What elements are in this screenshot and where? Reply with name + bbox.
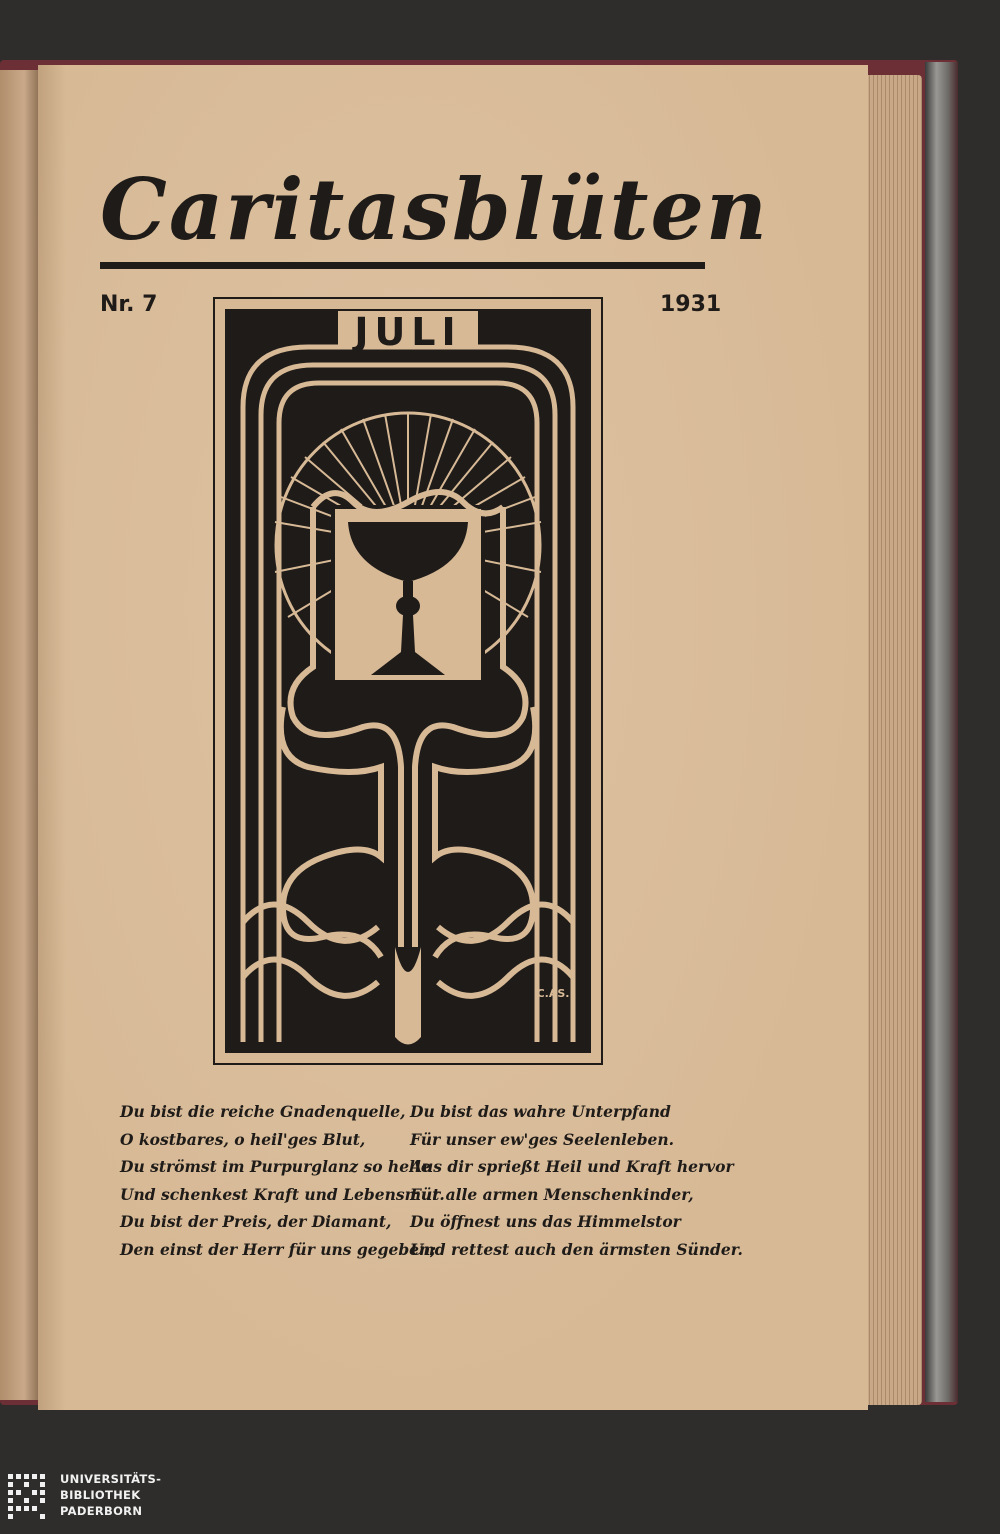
library-logo-icon — [6, 1468, 50, 1528]
poem-line: Du strömst im Purpurglanz so helle — [120, 1157, 431, 1176]
poem-line: Für unser ew'ges Seelenleben. — [410, 1129, 675, 1149]
chalice-illustration — [213, 297, 603, 1065]
poem-line: Aus dir sprießt Heil und Kraft hervor — [410, 1157, 734, 1176]
left-page-edge — [0, 70, 40, 1400]
masthead-rule — [100, 262, 705, 269]
library-logo-line1: UNIVERSITÄTS- — [60, 1472, 162, 1486]
poem-line: Und schenkest Kraft und Lebensmut. — [120, 1184, 445, 1204]
poem-line: Du bist die reiche Gnadenquelle, — [120, 1102, 406, 1121]
library-logo-line2: BIBLIOTHEK — [60, 1488, 141, 1502]
poem-left-column — [120, 1098, 445, 1263]
poem-line: O kostbares, o heil'ges Blut, — [120, 1129, 366, 1149]
page-stack-edges — [862, 75, 922, 1405]
library-logo — [6, 1468, 162, 1528]
book-spine-edge — [925, 62, 958, 1402]
poem-line: Du bist das wahre Unterpfand — [410, 1102, 671, 1121]
artwork-signature: C.AS. — [536, 987, 570, 1000]
issue-year: 1931 — [660, 292, 722, 317]
poem-line: Du bist der Preis, der Diamant, — [120, 1212, 392, 1231]
artwork-month-label: JULI — [354, 310, 462, 354]
poem-right-column — [410, 1098, 743, 1263]
poem-line: Du öffnest uns das Himmelstor — [410, 1212, 681, 1231]
poem-line: Den einst der Herr für uns gegeben; — [120, 1239, 437, 1259]
poem-line: Für alle armen Menschenkinder, — [410, 1184, 694, 1204]
masthead — [100, 160, 770, 270]
issue-number: Nr. 7 — [100, 292, 158, 317]
masthead-title: Caritasblüten — [100, 160, 770, 259]
poem-line: Und rettest auch den ärmsten Sünder. — [410, 1239, 743, 1259]
library-logo-line3: PADERBORN — [60, 1504, 143, 1518]
